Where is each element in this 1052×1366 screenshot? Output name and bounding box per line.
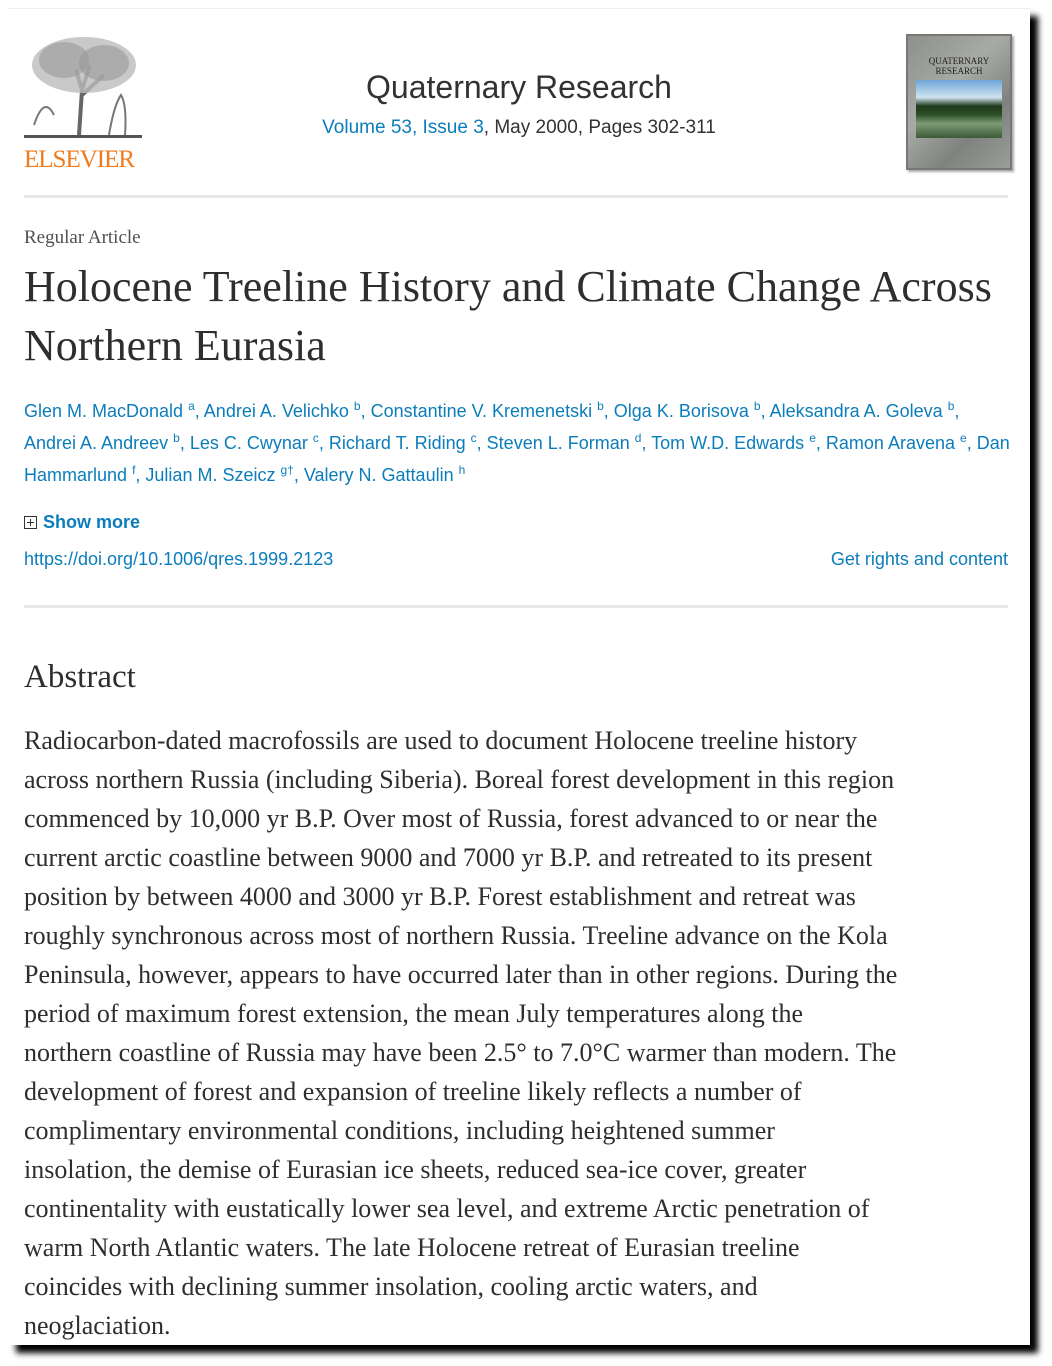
abstract-line: northern coastline of Russia may have been 2.5° to 7.0°C warmer than modern. The	[24, 1038, 897, 1067]
author-link[interactable]	[614, 401, 761, 421]
author-name: Tom W.D. Edwards	[651, 433, 805, 453]
volume-issue-link[interactable]: Volume 53, Issue 3	[322, 117, 484, 138]
abstract-line: current arctic coastline between 9000 and 7000 yr B.P. and retreated to its present	[24, 843, 873, 872]
author-link[interactable]	[304, 465, 465, 485]
author-list: Glen M. MacDonald $^a$, Andrei A. Velichko $^b$, Constantine V. Kremenetski $^b$, Olga K. Borisova $^b$, Aleksandra A. Goleva $^b$, Andrei A. Andreev $^b$, Les C. Cwynar $^c$, Richard T. Riding $^c$, Steven L. Forman $^d$, Tom W.D. Edwards $^e$, Ramon Aravena $^e$, Dan Hammarlund $^f$, Julian M. Szeicz $^{g\dagger}$, Valery N. Gattaulin $^h$	[24, 399, 1010, 485]
abstract-line: complimentary environmental conditions, including heightened summer	[24, 1116, 775, 1145]
abstract-text	[24, 721, 1024, 1345]
abstract-line: insolation, the demise of Eurasian ice sheets, reduced sea-ice cover, greater	[24, 1155, 807, 1184]
expand-plus-icon	[24, 516, 37, 529]
doi-link[interactable]: https://doi.org/10.1006/qres.1999.2123	[24, 549, 334, 569]
author-link[interactable]	[371, 401, 604, 421]
journal-title	[8, 69, 1030, 106]
affiliation-marker[interactable]: e	[809, 431, 816, 445]
author-name: Valery N. Gattaulin	[303, 465, 454, 485]
abstract-line: development of forest and expansion of treeline likely reflects a number of	[24, 1077, 802, 1106]
affiliation-marker[interactable]: d	[634, 431, 642, 445]
publisher-name: ELSEVIER	[24, 146, 135, 173]
author-name: Steven L. Forman	[486, 433, 630, 453]
affiliation-marker[interactable]: c	[470, 431, 477, 445]
author-name: Dan Hammarlund	[24, 433, 1010, 485]
divider	[24, 605, 1008, 608]
journal-title-link[interactable]: Quaternary Research	[366, 69, 672, 105]
abstract-line: coincides with declining summer insolation, cooling arctic waters, and	[24, 1272, 758, 1301]
author-link[interactable]	[204, 401, 361, 421]
author-name: Julian M. Szeicz	[145, 465, 276, 485]
show-more-button[interactable]	[24, 512, 140, 533]
author-link[interactable]	[190, 433, 319, 453]
abstract-heading: Abstract	[24, 659, 136, 695]
article-title: Holocene Treeline History and Climate Change Across Northern Eurasia	[24, 262, 992, 370]
author-name: Andrei A. Andreev	[24, 433, 169, 453]
cover-title: QUATERNARY RESEARCH	[928, 56, 990, 76]
divider	[24, 195, 1008, 198]
author-name: Les C. Cwynar	[189, 433, 308, 453]
affiliation-marker[interactable]: a	[188, 399, 195, 413]
abstract-line: continentality with eustatically lower sea level, and extreme Arctic penetration of	[24, 1194, 870, 1223]
author-link[interactable]	[770, 401, 955, 421]
affiliation-marker[interactable]: f	[132, 463, 136, 477]
article-page	[8, 8, 1030, 1345]
show-more-label: Show more	[43, 512, 141, 532]
abstract-line: roughly synchronous across most of northern Russia. Treeline advance on the Kola	[24, 921, 888, 950]
affiliation-marker[interactable]: b	[353, 399, 361, 413]
journal-info	[8, 117, 1030, 139]
abstract-line: Peninsula, however, appears to have occurred later than in other regions. During the	[24, 960, 898, 989]
article-type: Regular Article	[24, 227, 141, 248]
date-pages: , May 2000, Pages 302-311	[483, 117, 716, 138]
affiliation-marker[interactable]: h	[458, 463, 466, 477]
author-link[interactable]	[24, 433, 180, 453]
affiliation-marker[interactable]: c	[312, 431, 319, 445]
author-name: Andrei A. Velichko	[203, 401, 349, 421]
author-name: Ramon Aravena	[825, 433, 955, 453]
get-rights-link[interactable]: Get rights and content	[830, 549, 1008, 569]
abstract-line: neoglaciation.	[24, 1311, 171, 1340]
author-name: Constantine V. Kremenetski	[370, 401, 593, 421]
author-link[interactable]	[24, 401, 195, 421]
abstract-line: position by between 4000 and 3000 yr B.P. Forest establishment and retreat was	[24, 882, 856, 911]
affiliation-marker[interactable]: b	[947, 399, 955, 413]
abstract-line: commenced by 10,000 yr B.P. Over most of Russia, forest advanced to or near the	[24, 804, 878, 833]
abstract-line: Radiocarbon-dated macrofossils are used to document Holocene treeline history	[24, 726, 858, 755]
author-name: Olga K. Borisova	[613, 401, 749, 421]
abstract-line: across northern Russia (including Siberia). Boreal forest development in this region	[24, 765, 895, 794]
author-link[interactable]	[145, 465, 293, 485]
affiliation-marker[interactable]: e	[960, 431, 967, 445]
author-name: Richard T. Riding	[328, 433, 466, 453]
author-name: Aleksandra A. Goleva	[769, 401, 943, 421]
author-name: Glen M. MacDonald	[24, 401, 184, 421]
affiliation-marker[interactable]: g†	[280, 463, 294, 477]
abstract-line: period of maximum forest extension, the mean July temperatures along the	[24, 999, 804, 1028]
author-link[interactable]	[651, 433, 816, 453]
author-link[interactable]	[487, 433, 642, 453]
journal-cover-image[interactable]	[906, 34, 1012, 170]
abstract-line: warm North Atlantic waters. The late Holocene retreat of Eurasian treeline	[24, 1233, 800, 1262]
affiliation-marker[interactable]: b	[597, 399, 604, 413]
cover-photo	[916, 80, 1002, 138]
affiliation-marker[interactable]: b	[173, 431, 180, 445]
author-link[interactable]	[826, 433, 967, 453]
affiliation-marker[interactable]: b	[753, 399, 761, 413]
author-link[interactable]	[329, 433, 477, 453]
